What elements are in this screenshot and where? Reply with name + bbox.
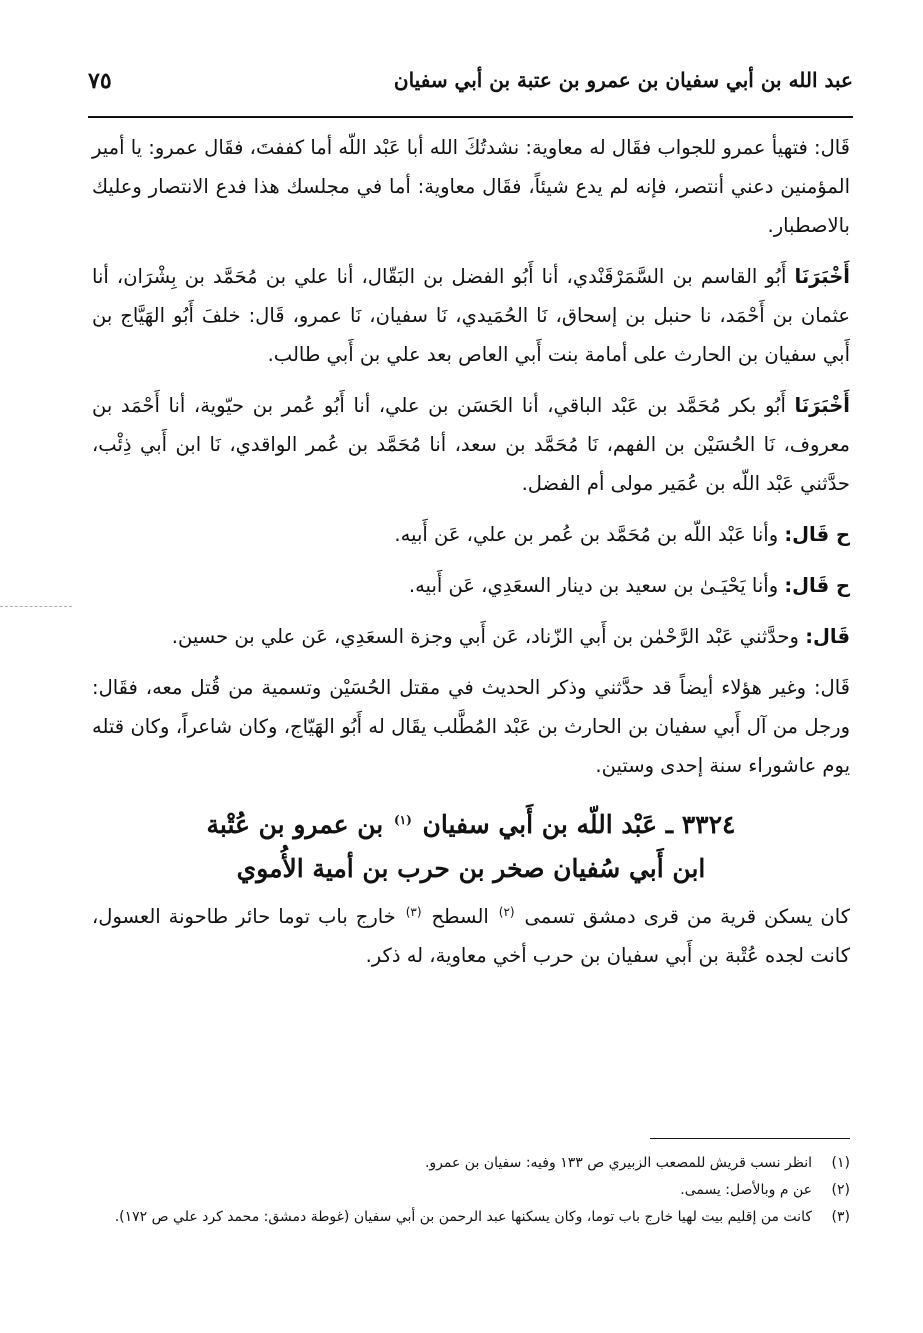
paragraph-text: السطح [431,905,489,928]
footnote-number: (٣) [831,1209,850,1225]
margin-mark [0,606,72,607]
page-number: ٧٥ [88,68,112,94]
section-heading-line-1 [92,803,850,847]
footnote-number: (١) [831,1155,850,1171]
paragraph [92,128,850,245]
paragraph-lead: ح قَال: [784,574,850,597]
section-heading-part: بن عمرو بن عُتْبة [206,810,384,839]
paragraph-lead: أَخْبَرَنَا [794,394,850,417]
footnote-number: (٢) [831,1182,850,1198]
paragraph-text: خارج باب توما حائر طاحونة العسول، كانت لجده عُتْبة بن أَبي سفيان بن حرب أخي معاوية، له ذكر. [92,905,850,967]
paragraph [92,515,850,554]
main-text [92,128,850,987]
paragraph-text: قَال: وغير هؤلاء أيضاً قد حدَّثني وذكر الحديث في مقتل الحُسَيْن وتسمية من قُتل معه، فقَال: ورجل من آل أَبي سفيان بن الحارث بن عَبْد المُطَّلب يقَال له أَبُو الهَيّاج، وكان شاعراً، وكان قتله يوم عاشوراء سنة إحدى وستين. [92,676,850,777]
footnote-ref: (١) [393,812,412,827]
paragraph-lead: أَخْبَرَنَا [794,265,850,288]
section-heading-line-2: ابن أَبي سُفيان صخر بن حرب بن أمية الأُموي [236,854,706,883]
footnote-ref: (٢) [498,904,515,919]
paragraph [92,386,850,503]
paragraph-text: وحدَّثني عَبْد الرَّحْمٰن بن أَبي الزّناد، عَن أَبي وجزة السعَدِي، عَن علي بن حسين. [171,625,806,648]
paragraph-text: أَبُو القاسم بن السَّمَرْقَنْدي، أنا أَبُو الفضل بن البَقّال، أنا علي بن مُحَمَّد بن بِشْرَان، أنا عثمان بن أَحْمَد، نا حنبل بن إسحاق، نَا الحُمَيدي، نَا سفيان، نَا عمرو، قَال: خلفَ أَبُو الهَيَّاج بن أَبي سفيان بن الحارث على أمامة بنت أَبي العاص بعد علي بن أَبي طالب. [92,265,850,366]
paragraph [92,257,850,374]
paragraph-text: قَال: فتهيأ عمرو للجواب فقَال له معاوية: نشدتُكَ الله أبا عَبْد اللّه أما كففتَ، فقَال عمرو: يا أمير المؤمنين دعني أنتصر، فإنه لم يدع شيئاً، فقَال معاوية: أما في مجلسك هذا فدع الانتصار وعليك بالاصطبار. [92,136,850,237]
page-header [88,58,853,118]
paragraph-lead: ح قَال: [784,523,850,546]
footnotes [92,1150,850,1231]
paragraph-text: وأنا عَبْد اللّه بن مُحَمَّد بن عُمر بن علي، عَن أَبيه. [394,523,785,546]
footnote-text: عن م وبالأصل: يسمى. [680,1182,812,1198]
section-heading-part: ٣٣٢٤ ـ عَبْد اللّه بن أَبي سفيان [422,810,736,839]
footnote-separator [650,1138,850,1139]
footnote [92,1204,850,1231]
footnote-text: انظر نسب قريش للمصعب الزبيري ص ١٣٣ وفيه: سفيان بن عمرو. [424,1155,812,1171]
footnote-text: كانت من إقليم بيت لهيا خارج باب توما، وكان يسكنها عبد الرحمن بن أبي سفيان (غوطة دمشق: محمد كرد علي ص ١٧٢). [114,1209,812,1225]
paragraph-text: وأنا يَحْيَـىٰ بن سعيد بن دينار السعَدِي، عَن أَبيه. [408,574,785,597]
paragraph [92,617,850,656]
footnote [92,1177,850,1204]
paragraph-text: أَبُو بكر مُحَمَّد بن عَبْد الباقي، أنا الحَسَن بن علي، أنا أَبُو عُمر بن حيّوية، أنا أَحْمَد بن معروف، نَا الحُسَيْن بن الفهم، نَا مُحَمَّد بن سعد، أنا مُحَمَّد بن عُمر الواقدي، نَا ابن أَبي ذِئْب، حدَّثني عَبْد اللّه بن عُمَير مولى أم الفضل. [92,394,850,495]
running-title: عبد الله بن أبي سفيان بن عمرو بن عتبة بن أبي سفيان [393,68,853,92]
paragraph [92,566,850,605]
footnote-ref: (٣) [405,904,422,919]
section-heading [92,803,850,891]
paragraph [92,668,850,785]
footnote [92,1150,850,1177]
paragraph-lead: قَال: [805,625,850,648]
paragraph-text: كان يسكن قرية من قرى دمشق تسمى [524,905,850,928]
closing-paragraph [92,897,850,975]
